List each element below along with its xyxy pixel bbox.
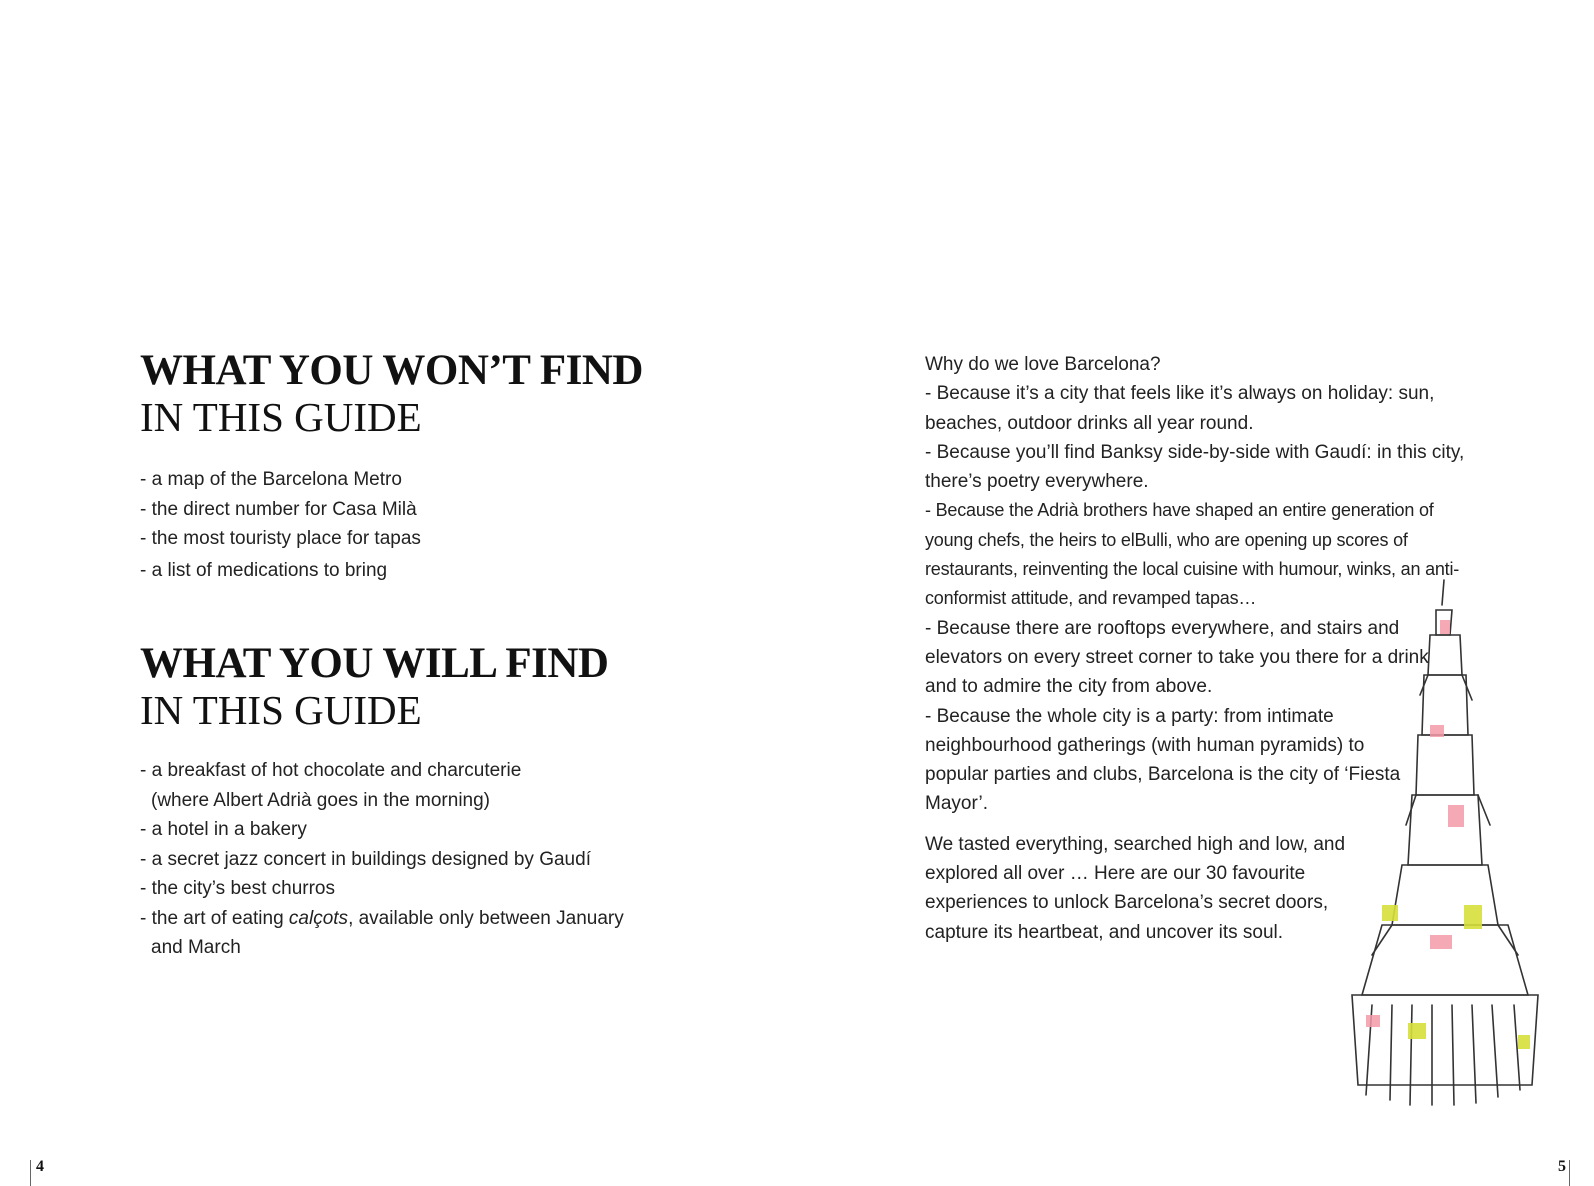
list-item-text: , available only between January xyxy=(348,907,624,929)
calcots-emphasis: calçots xyxy=(288,907,349,929)
list-item: - a breakfast of hot chocolate and charcuterie xyxy=(140,760,522,781)
list-item: - the direct number for Casa Milà xyxy=(140,498,417,520)
reason-paragraph: - Because the Adrià brothers have shaped an entire generation of young chefs, the heirs to elBulli, who are opening up scores of restaurants, reinventing the local cuisine with humour, winks, an anti-conformist attitude, and revamped tapas… xyxy=(925,500,1460,609)
left-page xyxy=(0,0,797,1181)
human-tower-icon xyxy=(1332,575,1542,1120)
list-item: - a hotel in a bakery xyxy=(140,819,307,840)
folio-rule xyxy=(30,1160,31,1186)
page-number: 4 xyxy=(36,1158,44,1175)
list-item-text: - the art of eating xyxy=(140,907,289,929)
reason-paragraph: - Because you’ll find Banksy side-by-side with Gaudí: in this city, there’s poetry everywhere. xyxy=(925,441,1465,493)
list-item-continuation: (where Albert Adrià goes in the morning) xyxy=(151,789,491,811)
right-page xyxy=(797,0,1594,1181)
list-item: - the city’s best churros xyxy=(140,878,336,899)
wont-find-list xyxy=(140,465,421,585)
will-find-heading xyxy=(140,641,608,733)
wont-find-heading xyxy=(140,348,643,440)
wont-find-title: WHAT YOU WON’T FIND xyxy=(140,347,643,394)
reason-paragraph: - Because the whole city is a party: from intimate neighbourhood gatherings (with human pyramids) to popular parties and clubs, Barcelona is the city of ‘Fiesta Mayor’. xyxy=(925,705,1401,815)
reason-paragraph: - Because there are rooftops everywhere, and stairs and elevators on every street corner to take you there for a drink and to admire the city from above. xyxy=(925,617,1429,698)
list-item: - a list of medications to bring xyxy=(140,559,388,581)
wont-find-subtitle: IN THIS GUIDE xyxy=(140,394,422,440)
closing-paragraph: We tasted everything, searched high and low, and explored all over … Here are our 30 favourite experiences to unlock Barcelona’s secret doors, capture its heartbeat, and uncover its soul. xyxy=(925,833,1346,943)
reason-paragraph: - Because it’s a city that feels like it’s always on holiday: sun, beaches, outdoor drinks all year round. xyxy=(925,383,1435,434)
folio-rule xyxy=(1569,1160,1570,1186)
will-find-title: WHAT YOU WILL FIND xyxy=(140,640,609,687)
page-number: 5 xyxy=(1558,1158,1566,1175)
will-find-list xyxy=(140,756,624,963)
list-item-continuation: and March xyxy=(151,937,241,958)
list-item: - a map of the Barcelona Metro xyxy=(140,469,402,490)
intro-question: Why do we love Barcelona? xyxy=(925,354,1161,375)
list-item xyxy=(140,933,624,963)
list-item xyxy=(140,904,624,934)
list-item xyxy=(140,786,624,816)
list-item: - a secret jazz concert in buildings designed by Gaudí xyxy=(140,848,591,870)
list-item: - the most touristy place for tapas xyxy=(140,528,421,549)
will-find-subtitle: IN THIS GUIDE xyxy=(140,687,422,733)
